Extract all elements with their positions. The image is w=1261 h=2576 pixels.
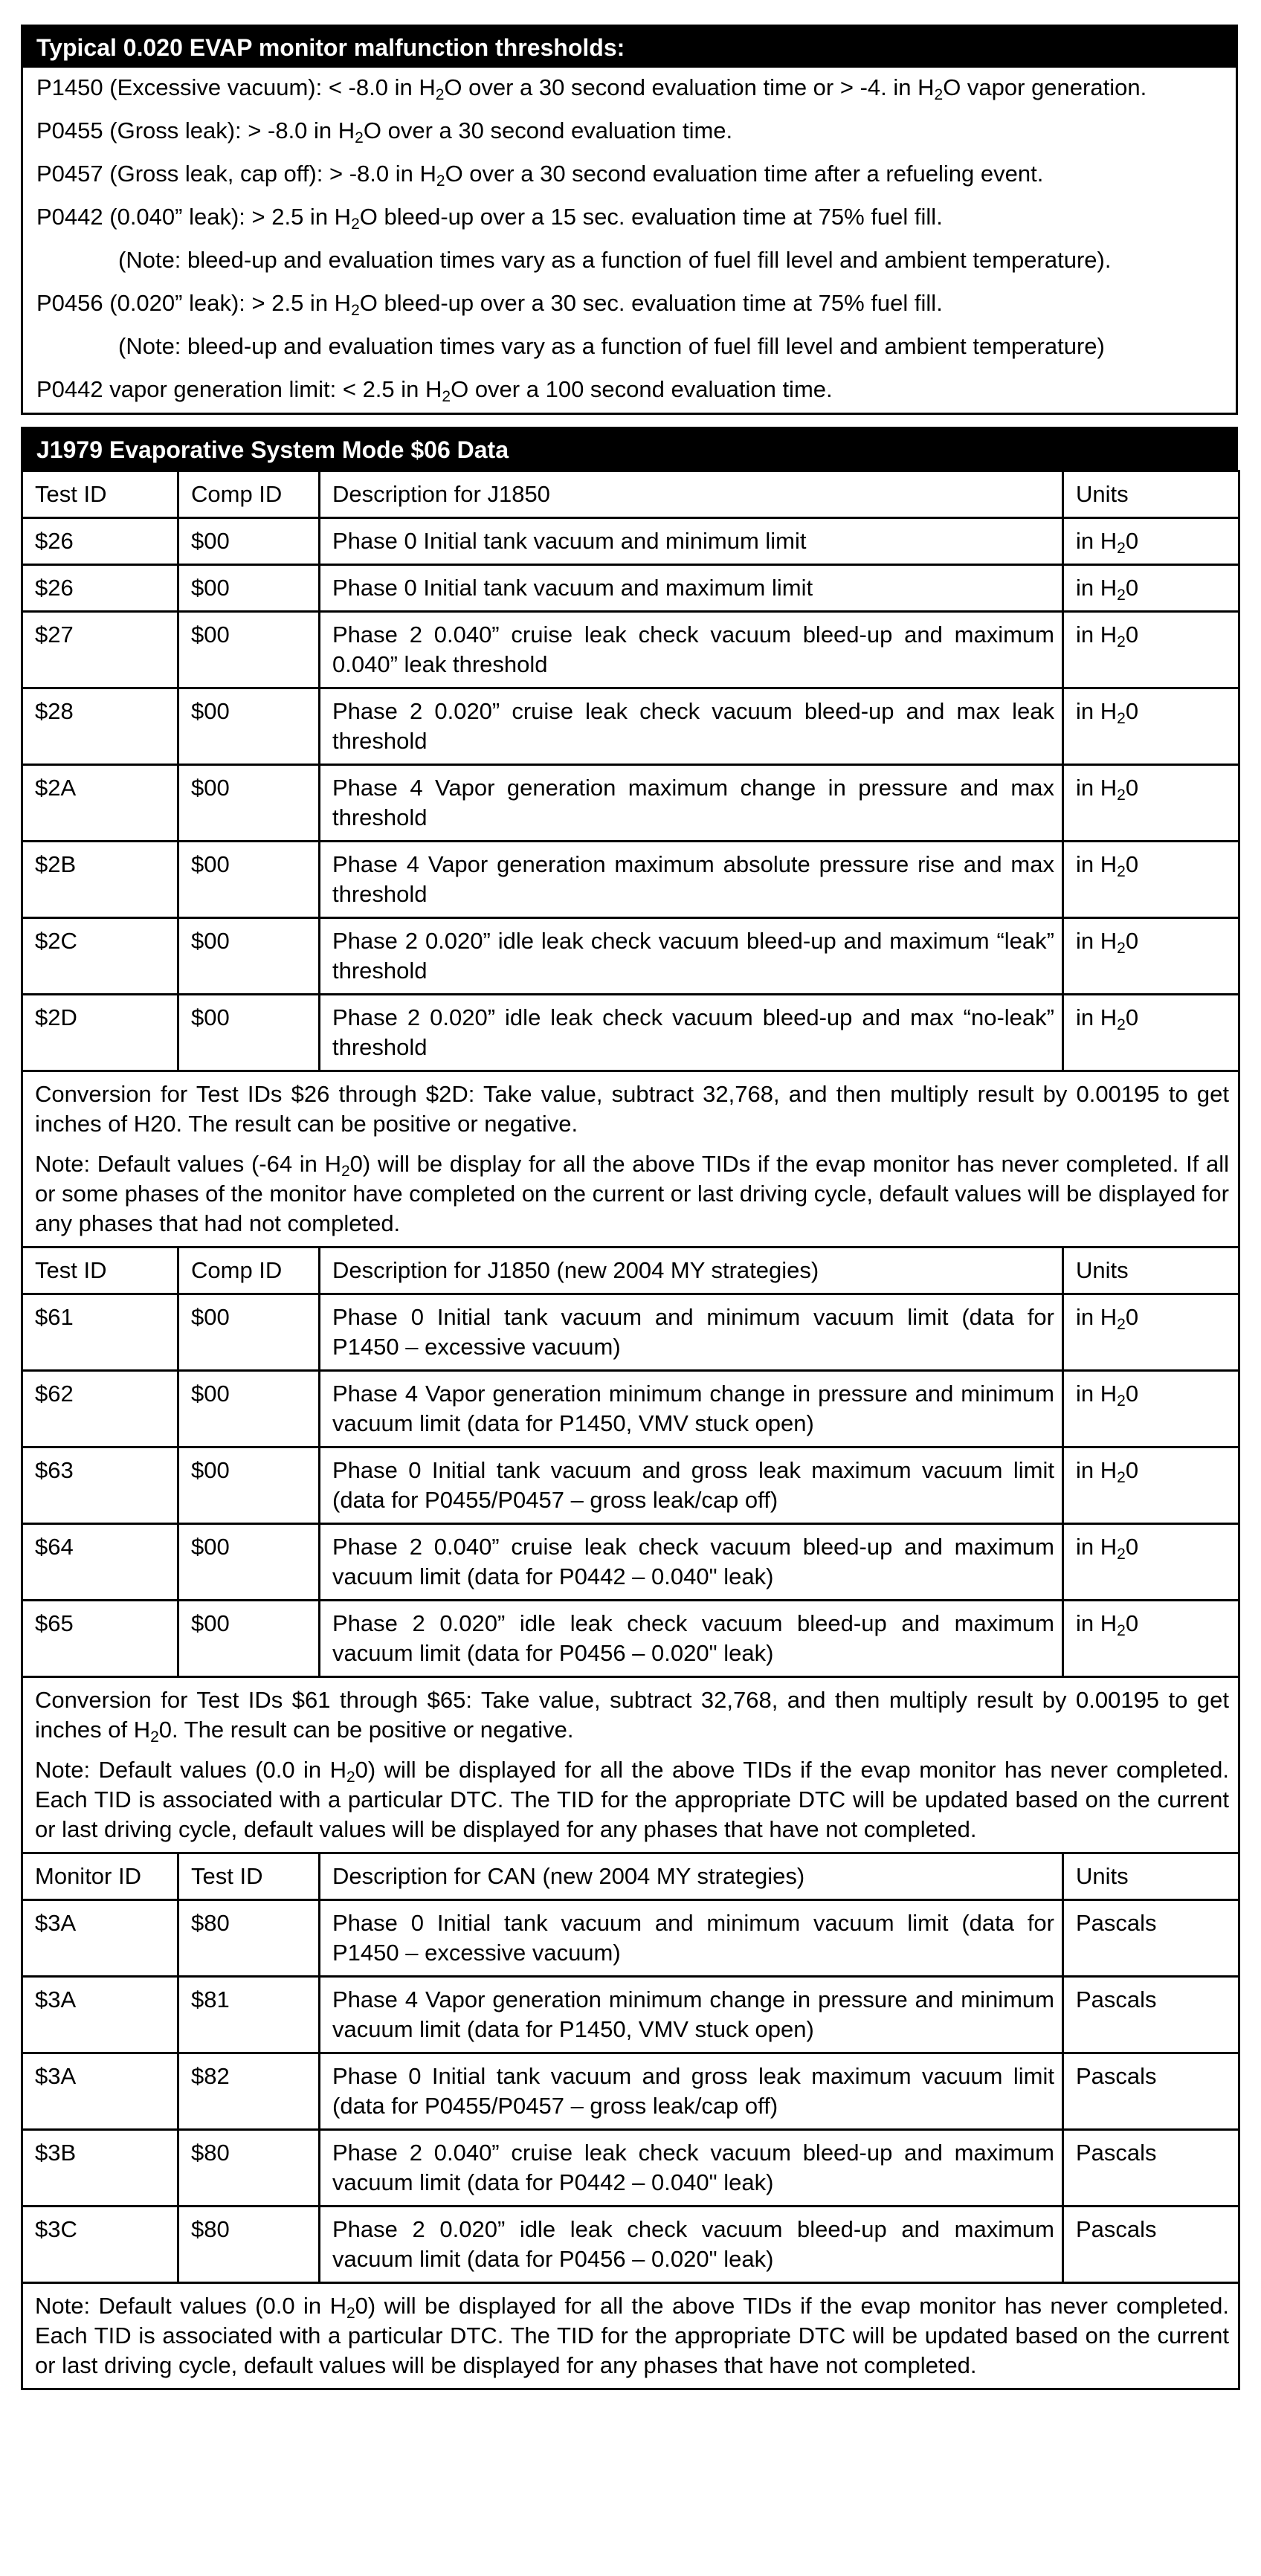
cell-test-id: $80 [178,2130,320,2207]
table-row [22,1977,1239,2053]
cell-description: Phase 2 0.020” idle leak check vacuum bleed-up and maximum “leak” threshold [320,918,1063,995]
cell-test-id: $2A [22,765,178,842]
cell-units: Pascals [1063,1900,1239,1977]
table-row [22,765,1239,842]
cell-description: Phase 2 0.020” idle leak check vacuum bleed-up and maximum vacuum limit (data for P0456 – 0.020" leak) [320,1601,1063,1677]
cell-description: Phase 0 Initial tank vacuum and gross leak maximum vacuum limit (data for P0455/P0457 – gross leak/cap off) [320,2053,1063,2130]
table-row [22,612,1239,688]
cell-test-id: $61 [22,1294,178,1371]
header-comp-id: Comp ID [178,1247,320,1294]
table-row [22,565,1239,612]
cell-comp-id: $00 [178,1447,320,1524]
header-comp-id: Comp ID [178,471,320,518]
cell-test-id: $2B [22,842,178,918]
cell-units: in $H_20$ [1063,1294,1239,1371]
cell-monitor-id: $3A [22,1900,178,1977]
header-description: Description for J1850 (new 2004 MY strategies) [320,1247,1063,1294]
cell-description: Phase 0 Initial tank vacuum and minimum limit [320,518,1063,565]
cell-test-id: $81 [178,1977,320,2053]
table-row [22,2207,1239,2283]
cell-comp-id: $00 [178,612,320,688]
cell-comp-id: $00 [178,1601,320,1677]
notes-row [22,1677,1239,1853]
threshold-line: P1450 (Excessive vacuum): < -8.0 in $H_2O$ over a 30 second evaluation time or > -4. in $H_2O$ vapor generation. [36,74,1147,103]
cell-units: in $H_20$ [1063,995,1239,1071]
header-units: Units [1063,471,1239,518]
cell-comp-id: $00 [178,1524,320,1601]
cell-test-id: $62 [22,1371,178,1447]
cell-description: Phase 4 Vapor generation minimum change in pressure and minimum vacuum limit (data for P1450, VMV stuck open) [320,1977,1063,2053]
notes-row [22,1071,1239,1247]
threshold-line: P0455 (Gross leak): > -8.0 in $H_2O$ over a 30 second evaluation time. [36,117,733,146]
table-row [22,518,1239,565]
threshold-line: P0456 (0.020” leak): > 2.5 in $H_2O$ bleed-up over a 30 sec. evaluation time at 75% fuel fill. [36,290,943,319]
cell-units: in $H_20$ [1063,1524,1239,1601]
cell-units: in $H_20$ [1063,518,1239,565]
cell-monitor-id: $3A [22,1977,178,2053]
table-row [22,842,1239,918]
cell-description: Phase 4 Vapor generation maximum change in pressure and max threshold [320,765,1063,842]
cell-test-id: $2D [22,995,178,1071]
table-header-row [22,1853,1239,1900]
header-test-id: Test ID [178,1853,320,1900]
table-row [22,2130,1239,2207]
cell-comp-id: $00 [178,765,320,842]
cell-test-id: $64 [22,1524,178,1601]
cell-units: in $H_20$ [1063,765,1239,842]
threshold-note: (Note: bleed-up and evaluation times vary as a function of fuel fill level and ambient temperature). [118,247,1112,273]
cell-monitor-id: $3B [22,2130,178,2207]
cell-test-id: $26 [22,518,178,565]
cell-description: Phase 0 Initial tank vacuum and minimum vacuum limit (data for P1450 – excessive vacuum) [320,1294,1063,1371]
header-test-id: Test ID [22,1247,178,1294]
thresholds-box [21,68,1238,415]
mode06-table [21,470,1240,2390]
default-values-note: Note: Default values (0.0 in $H_20$) will be displayed for all the above TIDs if the evap monitor has never completed. Each TID is associated with a particular DTC. The TID for the appropriate DTC will be updated based on the current or last driving cycle, default values will be displayed for any phases that have not completed. [35,1757,1229,1842]
cell-test-id: $2C [22,918,178,995]
table-row [22,1447,1239,1524]
default-values-note: Note: Default values (0.0 in $H_20$) will be displayed for all the above TIDs if the evap monitor has never completed. Each TID is associated with a particular DTC. The TID for the appropriate DTC will be updated based on the current or last driving cycle, default values will be displayed for any phases that have not completed. [35,2293,1229,2378]
cell-units: in $H_20$ [1063,1447,1239,1524]
table-header-row [22,1247,1239,1294]
thresholds-title: Typical 0.020 EVAP monitor malfunction thresholds: [21,25,1238,68]
cell-description: Phase 2 0.040” cruise leak check vacuum bleed-up and maximum vacuum limit (data for P0442 – 0.040" leak) [320,1524,1063,1601]
cell-units: in $H_20$ [1063,1371,1239,1447]
cell-description: Phase 0 Initial tank vacuum and maximum limit [320,565,1063,612]
cell-test-id: $65 [22,1601,178,1677]
threshold-line: P0442 vapor generation limit: < 2.5 in $H_2O$ over a 100 second evaluation time. [36,376,833,405]
notes-cell [22,1071,1239,1247]
table-row [22,918,1239,995]
cell-units: in $H_20$ [1063,1601,1239,1677]
cell-units: Pascals [1063,2207,1239,2283]
header-units: Units [1063,1853,1239,1900]
cell-description: Phase 2 0.020” cruise leak check vacuum bleed-up and max leak threshold [320,688,1063,765]
cell-test-id: $80 [178,1900,320,1977]
cell-units: in $H_20$ [1063,688,1239,765]
table-row [22,2053,1239,2130]
cell-comp-id: $00 [178,995,320,1071]
cell-description: Phase 2 0.040” cruise leak check vacuum bleed-up and maximum vacuum limit (data for P0442 – 0.040" leak) [320,2130,1063,2207]
cell-comp-id: $00 [178,918,320,995]
table-row [22,995,1239,1071]
cell-units: in $H_20$ [1063,612,1239,688]
cell-units: Pascals [1063,2053,1239,2130]
cell-comp-id: $00 [178,565,320,612]
cell-units: Pascals [1063,1977,1239,2053]
threshold-note: (Note: bleed-up and evaluation times vary as a function of fuel fill level and ambient temperature) [118,333,1105,359]
cell-units: in $H_20$ [1063,842,1239,918]
header-monitor-id: Monitor ID [22,1853,178,1900]
table-row [22,1601,1239,1677]
cell-test-id: $27 [22,612,178,688]
cell-test-id: $28 [22,688,178,765]
cell-description: Phase 4 Vapor generation maximum absolute pressure rise and max threshold [320,842,1063,918]
cell-description: Phase 0 Initial tank vacuum and gross leak maximum vacuum limit (data for P0455/P0457 – gross leak/cap off) [320,1447,1063,1524]
threshold-line: P0442 (0.040” leak): > 2.5 in $H_2O$ bleed-up over a 15 sec. evaluation time at 75% fuel fill. [36,204,943,233]
header-description: Description for J1850 [320,471,1063,518]
cell-description: Phase 2 0.020” idle leak check vacuum bleed-up and maximum vacuum limit (data for P0456 – 0.020" leak) [320,2207,1063,2283]
mode06-title: J1979 Evaporative System Mode $06 Data [21,427,1238,470]
cell-test-id: $82 [178,2053,320,2130]
table-row [22,1524,1239,1601]
cell-comp-id: $00 [178,1294,320,1371]
cell-units: Pascals [1063,2130,1239,2207]
cell-comp-id: $00 [178,842,320,918]
conversion-note: Conversion for Test IDs $61 through $65: Take value, subtract 32,768, and then multiply result by 0.00195 to get inches of $H_20$. The result can be positive or negative. [35,1687,1229,1746]
cell-description: Phase 2 0.020” idle leak check vacuum bleed-up and max “no-leak” threshold [320,995,1063,1071]
header-test-id: Test ID [22,471,178,518]
table-row [22,1294,1239,1371]
default-values-note: Note: Default values (-64 in $H_20$) will be display for all the above TIDs if the evap monitor has never completed. If all or some phases of the monitor have completed on the current or last driving cycle, default values will be displayed for any phases that had not completed. [35,1151,1229,1236]
cell-comp-id: $00 [178,518,320,565]
cell-test-id: $26 [22,565,178,612]
table-header-row [22,471,1239,518]
notes-row [22,2283,1239,2389]
notes-cell [22,1677,1239,1853]
header-description: Description for CAN (new 2004 MY strategies) [320,1853,1063,1900]
notes-cell [22,2283,1239,2389]
cell-comp-id: $00 [178,1371,320,1447]
cell-monitor-id: $3C [22,2207,178,2283]
cell-units: in $H_20$ [1063,565,1239,612]
cell-test-id: $80 [178,2207,320,2283]
cell-test-id: $63 [22,1447,178,1524]
cell-units: in $H_20$ [1063,918,1239,995]
table-row [22,688,1239,765]
cell-monitor-id: $3A [22,2053,178,2130]
cell-description: Phase 2 0.040” cruise leak check vacuum bleed-up and maximum 0.040” leak threshold [320,612,1063,688]
cell-description: Phase 0 Initial tank vacuum and minimum vacuum limit (data for P1450 – excessive vacuum) [320,1900,1063,1977]
table-row [22,1900,1239,1977]
threshold-line: P0457 (Gross leak, cap off): > -8.0 in $H_2O$ over a 30 second evaluation time after a refueling event. [36,161,1044,190]
header-units: Units [1063,1247,1239,1294]
cell-description: Phase 4 Vapor generation minimum change in pressure and minimum vacuum limit (data for P1450, VMV stuck open) [320,1371,1063,1447]
document-page [21,25,1238,2390]
cell-comp-id: $00 [178,688,320,765]
table-row [22,1371,1239,1447]
conversion-note: Conversion for Test IDs $26 through $2D: Take value, subtract 32,768, and then multiply result by 0.00195 to get inches of H20. The result can be positive or negative. [35,1081,1229,1137]
